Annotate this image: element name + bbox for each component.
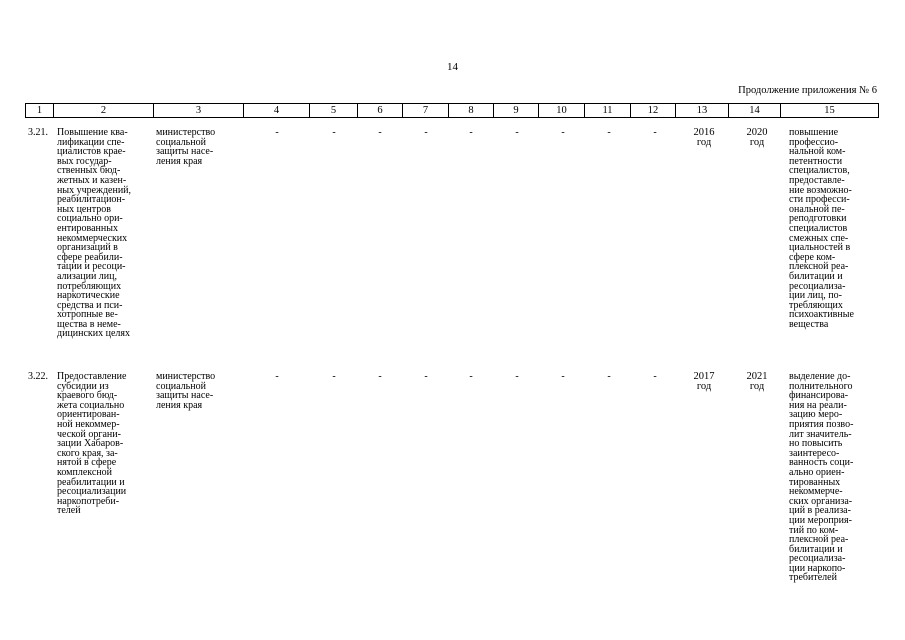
empty-value: - xyxy=(515,371,519,382)
column-header-table xyxy=(25,103,879,118)
expected-result: повышение профессио- нальной ком- петентности специалистов, предоставле- ние возможно- сти професси- ональной пе- реподготовки специалистов смежных спе- циальностей в сфере ком- плексной реа- билитации и ресоциализа- ции лиц, по- требляющих психоактивные вещества xyxy=(789,127,854,330)
column-header: 9 xyxy=(494,104,539,118)
activity-name: Предоставление субсидии из краевого бюд- жета социально ориентирован- ной некоммер- ческой органи- зации Хабаров- ского края, за- нятой в сфере комплексной реабилитации и ресоциализации наркопотреби- телей xyxy=(57,371,127,517)
empty-value: - xyxy=(424,371,428,382)
column-header: 15 xyxy=(781,104,879,118)
executor: министерство социальной защиты насе- ления края xyxy=(156,127,216,167)
column-header: 7 xyxy=(403,104,449,118)
end-year: 2021 год xyxy=(746,371,768,392)
row-number: 3.22. xyxy=(28,371,48,382)
empty-value: - xyxy=(561,127,565,138)
start-year: 2016 год xyxy=(693,127,715,148)
empty-value: - xyxy=(469,371,473,382)
activity-name: Повышение ква- лификации спе- циалистов крае- вых государ- ственных бюд- жетных и казен- ных учреждений, реабилитацион- ных центров социально ори- ентированных некоммерческих организаций в сфере реабили- тации и ресоци- ализации лиц, потребляющих наркотические средства и пси- хотропные ве- щества в неме- дицинских целях xyxy=(57,127,132,340)
column-header: 10 xyxy=(539,104,585,118)
column-header: 8 xyxy=(449,104,494,118)
page-number: 14 xyxy=(447,61,458,73)
column-header: 1 xyxy=(26,104,54,118)
empty-value: - xyxy=(653,371,657,382)
empty-value: - xyxy=(378,371,382,382)
column-header: 13 xyxy=(676,104,729,118)
empty-value: - xyxy=(275,371,279,382)
row-number: 3.21. xyxy=(28,127,48,138)
executor: министерство социальной защиты насе- ления края xyxy=(156,371,216,411)
empty-value: - xyxy=(469,127,473,138)
column-header: 12 xyxy=(631,104,676,118)
start-year: 2017 год xyxy=(693,371,715,392)
empty-value: - xyxy=(607,371,611,382)
column-header: 5 xyxy=(310,104,358,118)
empty-value: - xyxy=(561,371,565,382)
column-header: 6 xyxy=(358,104,403,118)
column-header: 2 xyxy=(54,104,154,118)
column-header: 14 xyxy=(729,104,781,118)
column-header: 4 xyxy=(244,104,310,118)
empty-value: - xyxy=(607,127,611,138)
empty-value: - xyxy=(275,127,279,138)
column-header: 11 xyxy=(585,104,631,118)
empty-value: - xyxy=(378,127,382,138)
expected-result: выделение до- полнительного финансирова- ния на реали- зацию меро- приятия позво- лит значитель- но повысить заинтересо- ванность соци- ально ориен- тированных некоммерче- ских организа- ций в реализа- ции мероприя- тий по ком- плексной реа- билитации и ресоциализа- ции наркопо- требителей xyxy=(789,371,854,584)
empty-value: - xyxy=(332,127,336,138)
empty-value: - xyxy=(653,127,657,138)
empty-value: - xyxy=(424,127,428,138)
empty-value: - xyxy=(332,371,336,382)
empty-value: - xyxy=(515,127,519,138)
end-year: 2020 год xyxy=(746,127,768,148)
column-header: 3 xyxy=(154,104,244,118)
continuation-label: Продолжение приложения № 6 xyxy=(738,85,877,96)
